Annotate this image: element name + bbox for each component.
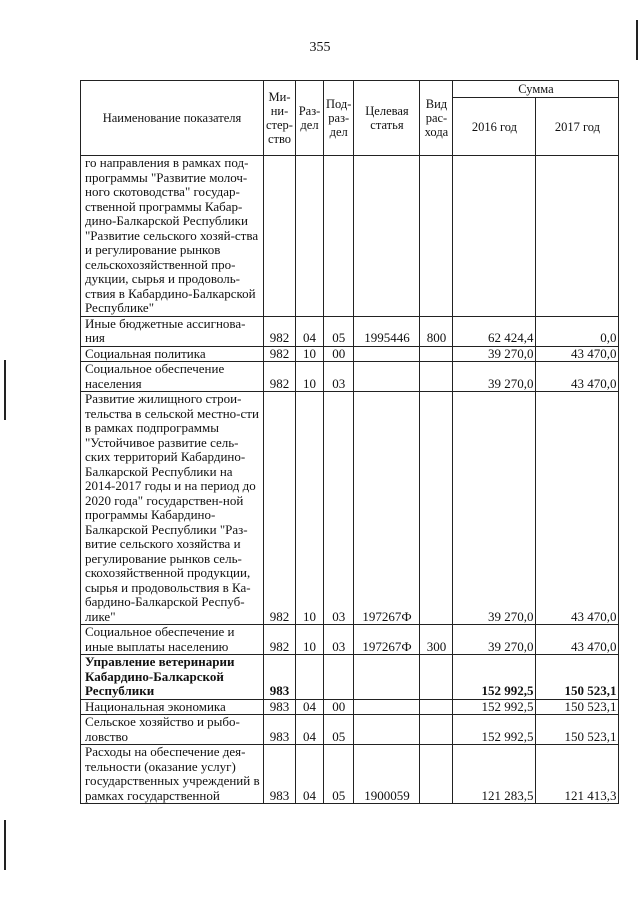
row-sum-2017: 43 470,0	[536, 346, 619, 362]
row-name: Сельское хозяйство и рыбо-ловство	[81, 715, 264, 745]
row-sum-2017: 0,0	[536, 316, 619, 346]
row-section: 10	[296, 625, 324, 655]
row-sum-2017: 43 470,0	[536, 625, 619, 655]
row-expense-type	[420, 655, 453, 700]
header-ministry: Ми-ни-стер-ство	[264, 81, 296, 156]
row-target	[354, 715, 420, 745]
row-expense-type	[420, 392, 453, 625]
row-name: Развитие жилищного строи-тельства в сельской местно-сти в рамках подпрограммы "Устойчивое развитие сель-ских территорий Кабардино-Балкарской Республики на 2014-2017 годы и на период до 2020 года" государствен-ной программы Кабардино-Балкарской Республики "Раз-витие сельского хозяйства и регулирование рынков сель-скохозяйственной продукции, сырья и продовольствия в Ка-бардино-Балкарской Респуб-лике"	[81, 392, 264, 625]
row-expense-type	[420, 346, 453, 362]
row-ministry: 982	[264, 346, 296, 362]
table-row	[81, 655, 619, 700]
row-section	[296, 156, 324, 317]
row-sum-2017: 43 470,0	[536, 392, 619, 625]
table-row	[81, 362, 619, 392]
table-row	[81, 699, 619, 715]
row-expense-type	[420, 156, 453, 317]
row-expense-type	[420, 715, 453, 745]
row-sum-2016: 152 992,5	[453, 699, 536, 715]
header-section: Раз-дел	[296, 81, 324, 156]
row-subsection: 05	[324, 715, 354, 745]
header-row-top	[81, 81, 619, 98]
row-expense-type	[420, 745, 453, 804]
header-2017: 2017 год	[536, 98, 619, 156]
table-row	[81, 346, 619, 362]
row-expense-type	[420, 362, 453, 392]
row-expense-type: 800	[420, 316, 453, 346]
row-sum-2017: 121 413,3	[536, 745, 619, 804]
row-sum-2016: 62 424,4	[453, 316, 536, 346]
header-subsection: Под-раз-дел	[324, 81, 354, 156]
row-target: 1995446	[354, 316, 420, 346]
row-subsection	[324, 655, 354, 700]
table-body	[81, 156, 619, 804]
row-ministry: 982	[264, 316, 296, 346]
row-target	[354, 362, 420, 392]
row-sum-2017: 150 523,1	[536, 715, 619, 745]
row-sum-2016: 39 270,0	[453, 346, 536, 362]
row-target	[354, 346, 420, 362]
header-sum: Сумма	[453, 81, 619, 98]
row-sum-2016: 121 283,5	[453, 745, 536, 804]
scan-mark-left	[4, 360, 6, 420]
table-row	[81, 316, 619, 346]
row-subsection: 05	[324, 745, 354, 804]
scan-mark-left-lower	[4, 820, 6, 870]
table-row	[81, 625, 619, 655]
row-section: 04	[296, 699, 324, 715]
row-subsection: 05	[324, 316, 354, 346]
row-sum-2016: 39 270,0	[453, 625, 536, 655]
row-sum-2016	[453, 156, 536, 317]
row-ministry	[264, 156, 296, 317]
row-ministry: 982	[264, 362, 296, 392]
row-name: Социальное обеспечение населения	[81, 362, 264, 392]
row-subsection: 03	[324, 392, 354, 625]
page-number: 355	[309, 40, 331, 55]
row-subsection: 00	[324, 346, 354, 362]
row-sum-2016: 39 270,0	[453, 392, 536, 625]
table-row	[81, 715, 619, 745]
row-sum-2017	[536, 156, 619, 317]
row-ministry: 983	[264, 745, 296, 804]
row-name: Расходы на обеспечение дея-тельности (оказание услуг) государственных учреждений в рамках государственной	[81, 745, 264, 804]
row-name: Иные бюджетные ассигнова-ния	[81, 316, 264, 346]
row-ministry: 983	[264, 715, 296, 745]
row-name: го направления в рамках под-программы "Развитие молоч-ного скотоводства" государ-ственной программы Кабар-дино-Балкарской Республики "Развитие сельского хозяй-ства и регулирование рынков сельскохозяйственной про-дукции, сырья и продоволь-ствия в Кабардино-Балкарской Республике"	[81, 156, 264, 317]
row-name: Социальная политика	[81, 346, 264, 362]
header-2016: 2016 год	[453, 98, 536, 156]
row-target	[354, 699, 420, 715]
row-target	[354, 156, 420, 317]
row-sum-2016: 152 992,5	[453, 715, 536, 745]
table-row	[81, 745, 619, 804]
row-target: 197267Ф	[354, 625, 420, 655]
row-sum-2017: 43 470,0	[536, 362, 619, 392]
header-expense-type: Вид рас-хода	[420, 81, 453, 156]
row-target	[354, 655, 420, 700]
row-name: Социальное обеспечение и иные выплаты населению	[81, 625, 264, 655]
row-subsection	[324, 156, 354, 317]
row-section: 10	[296, 346, 324, 362]
header-name: Наименование показателя	[81, 81, 264, 156]
row-expense-type: 300	[420, 625, 453, 655]
header-target: Целевая статья	[354, 81, 420, 156]
scan-mark-right	[636, 20, 638, 60]
row-name: Управление ветеринарии Кабардино-Балкарской Республики	[81, 655, 264, 700]
row-ministry: 983	[264, 699, 296, 715]
table-row	[81, 392, 619, 625]
row-ministry: 983	[264, 655, 296, 700]
row-section: 04	[296, 745, 324, 804]
row-subsection: 03	[324, 625, 354, 655]
row-section	[296, 655, 324, 700]
row-section: 04	[296, 715, 324, 745]
row-subsection: 03	[324, 362, 354, 392]
row-section: 04	[296, 316, 324, 346]
row-name: Национальная экономика	[81, 699, 264, 715]
row-target: 1900059	[354, 745, 420, 804]
row-sum-2017: 150 523,1	[536, 699, 619, 715]
budget-table	[80, 80, 619, 804]
row-sum-2017: 150 523,1	[536, 655, 619, 700]
row-ministry: 982	[264, 392, 296, 625]
row-ministry: 982	[264, 625, 296, 655]
row-subsection: 00	[324, 699, 354, 715]
row-target: 197267Ф	[354, 392, 420, 625]
row-section: 10	[296, 392, 324, 625]
row-section: 10	[296, 362, 324, 392]
row-sum-2016: 39 270,0	[453, 362, 536, 392]
table-row	[81, 156, 619, 317]
row-sum-2016: 152 992,5	[453, 655, 536, 700]
row-expense-type	[420, 699, 453, 715]
